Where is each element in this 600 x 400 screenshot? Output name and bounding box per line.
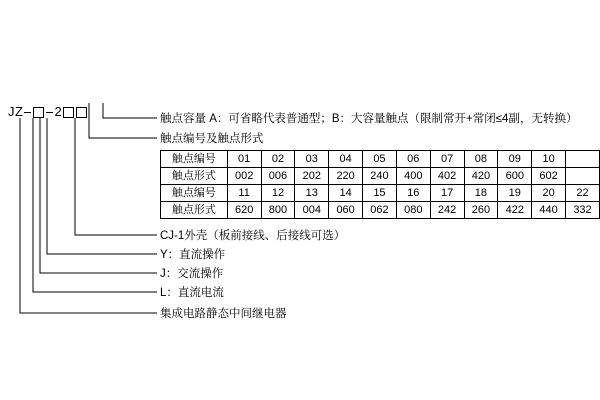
table-row (161, 185, 600, 202)
table-cell: 09 (498, 151, 532, 168)
annotation-main: 集成电路静态中间继电器 (160, 308, 287, 320)
model-code-box-3 (76, 107, 87, 118)
annotation-contact-number-form: 触点编号及触点形式 (160, 133, 264, 145)
table-cell: 332 (566, 202, 600, 219)
annotation-shell: CJ-1外壳（板前接线、后接线可选） (160, 230, 346, 242)
table-cell: 18 (464, 185, 498, 202)
table-cell: 04 (329, 151, 363, 168)
table-row (161, 202, 600, 219)
table-cell: 12 (261, 185, 295, 202)
table-cell: 060 (329, 202, 363, 219)
annotation-ac-wiring: J：交流操作 (160, 268, 224, 280)
table-cell: 13 (295, 185, 329, 202)
annotation-dc-current: L：直流电流 (160, 287, 224, 299)
model-code-digit: 2 (54, 104, 63, 119)
table-cell: 004 (295, 202, 329, 219)
model-code-box-2 (63, 107, 74, 118)
model-code-prefix: JZ (8, 104, 24, 119)
table-cell: 220 (329, 168, 363, 185)
contact-table-wrapper (160, 150, 600, 219)
table-cell: 16 (396, 185, 430, 202)
table-cell: 202 (295, 168, 329, 185)
table-cell: 402 (430, 168, 464, 185)
table-cell: 05 (363, 151, 397, 168)
table-cell: 06 (396, 151, 430, 168)
table-cell: 240 (363, 168, 397, 185)
table-row (161, 151, 600, 168)
table-cell: 02 (261, 151, 295, 168)
table-cell: 400 (396, 168, 430, 185)
table-cell: 242 (430, 202, 464, 219)
table-cell: 600 (498, 168, 532, 185)
table-cell: 11 (227, 185, 261, 202)
table-cell: 422 (498, 202, 532, 219)
model-code-box-1 (33, 107, 44, 118)
table-cell: 602 (532, 168, 566, 185)
table-row (161, 168, 600, 185)
model-code-dash-2 (46, 112, 53, 113)
table-cell: 14 (329, 185, 363, 202)
table-cell: 17 (430, 185, 464, 202)
table-cell (566, 151, 600, 168)
table-cell: 006 (261, 168, 295, 185)
table-cell: 22 (566, 185, 600, 202)
table-cell: 260 (464, 202, 498, 219)
table-cell: 19 (498, 185, 532, 202)
contact-table (160, 150, 600, 219)
model-code (8, 105, 88, 119)
table-cell: 800 (261, 202, 295, 219)
table-row-label: 触点编号 (161, 185, 228, 202)
table-row-label: 触点形式 (161, 202, 228, 219)
table-row-label: 触点编号 (161, 151, 228, 168)
annotation-contact-capacity: 触点容量 A：可省略代表普通型；B：大容量触点（限制常开+常闭≤4副，无转换） (160, 113, 578, 125)
table-cell: 080 (396, 202, 430, 219)
table-cell: 03 (295, 151, 329, 168)
table-row-label: 触点形式 (161, 168, 228, 185)
model-code-dash-1 (24, 112, 31, 113)
annotation-dc-wiring: Y：直流操作 (160, 249, 226, 261)
table-cell: 15 (363, 185, 397, 202)
table-cell: 620 (227, 202, 261, 219)
table-cell: 062 (363, 202, 397, 219)
table-cell: 08 (464, 151, 498, 168)
table-cell: 20 (532, 185, 566, 202)
table-cell (566, 168, 600, 185)
table-cell: 10 (532, 151, 566, 168)
table-cell: 440 (532, 202, 566, 219)
table-cell: 01 (227, 151, 261, 168)
table-cell: 002 (227, 168, 261, 185)
table-cell: 420 (464, 168, 498, 185)
table-cell: 07 (430, 151, 464, 168)
